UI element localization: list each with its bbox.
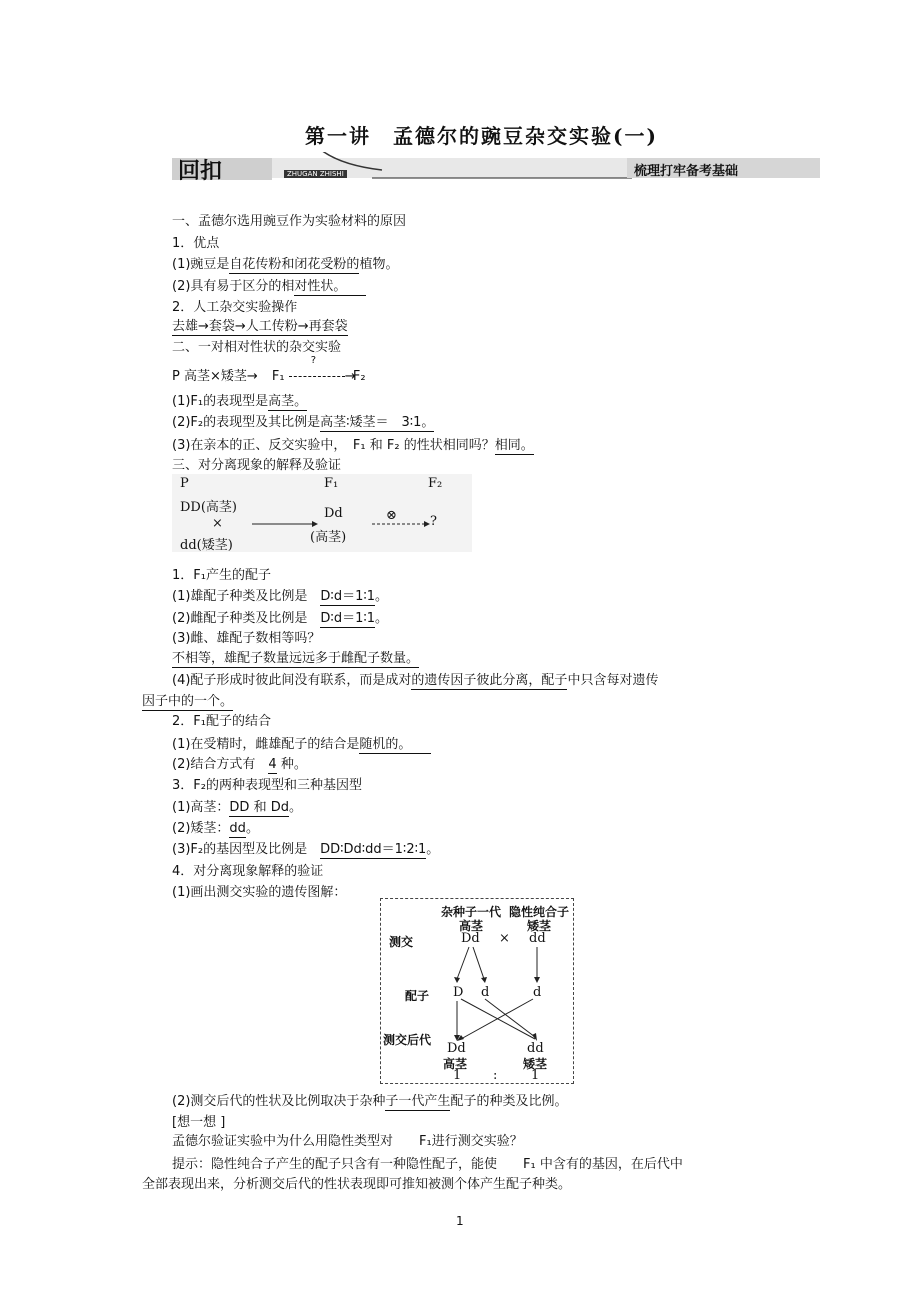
s1-2a: 去雄→套袋→人工传粉→再套袋 (172, 319, 348, 334)
tc-recessive: 隐性纯合子 (509, 905, 570, 919)
d1-f1-pheno: (高茎) (310, 530, 347, 545)
tc-offspring-tall: 高茎 (443, 1057, 468, 1071)
tc-dd-hybrid: Dd (461, 931, 480, 946)
section-banner (172, 152, 820, 182)
s1-1b: (2)具有易于区分的相对性状。 (172, 275, 366, 294)
tc-testcross-label: 测交 (389, 935, 414, 949)
s3-3c: (3)F₂的基因型及比例是 DD∶Dd∶dd＝1∶2∶1。 (172, 842, 440, 857)
tc-hybrid: 杂种子一代 (441, 905, 502, 919)
d1-f2: F₂ (428, 476, 443, 491)
d1-dd-tall: DD(高茎) (180, 500, 237, 515)
s2-cross: P 高茎×矮茎→ F₁ ? → F₂ (172, 355, 366, 384)
tc-offspring-label: 测交后代 (383, 1033, 432, 1047)
section-3-heading: 三、对分离现象的解释及验证 (172, 458, 342, 473)
s2-3: (3)在亲本的正、反交实验中， F₁ 和 F₂ 的性状相同吗？相同。 (172, 438, 534, 453)
s3-1a: (1)雄配子种类及比例是 D∶d＝1∶1。 (172, 589, 389, 604)
tc-short: 矮茎 (527, 919, 552, 933)
page-number: 1 (456, 1214, 464, 1228)
tc-offspring-dd: dd (527, 1041, 544, 1056)
s3-1b: (2)雌配子种类及比例是 D∶d＝1∶1。 (172, 611, 389, 626)
section-1-heading: 一、孟德尔选用豌豆作为实验材料的原因 (172, 214, 407, 229)
s1-1a: (1)豌豆是自花传粉和闭花受粉的植物。 (172, 257, 399, 272)
s3-2a: (1)在受精时，雌雄配子的结合是随机的。 (172, 733, 431, 752)
tc-times: × (499, 931, 510, 946)
s3-1c: (3)雌、雄配子数相等吗？ (172, 631, 321, 646)
tc-offspring-Dd: Dd (447, 1041, 466, 1056)
s3-1d-line2: 因子中的一个。 (142, 694, 234, 709)
s3-1: 1．F₁产生的配子 (172, 568, 271, 583)
s1-2: 2．人工杂交实验操作 (172, 300, 298, 315)
s3-3b: (2)矮茎：dd。 (172, 821, 259, 836)
tc-gamete-D: D (453, 985, 464, 1000)
banner-label: 回扣 (178, 158, 223, 184)
d1-q: ? (430, 514, 437, 529)
tc-ratio-1: 1 (453, 1068, 462, 1083)
d1-selfing: ⊗ (386, 508, 397, 523)
s2-1: (1)F₁的表现型是高茎。 (172, 394, 308, 409)
d1-p: P (180, 476, 189, 491)
d1-f1: F₁ (324, 476, 339, 491)
banner-sub: ZHUGAN ZHISHI (284, 170, 347, 178)
d1-times: × (212, 516, 223, 531)
tc-tall: 高茎 (459, 919, 484, 933)
banner-right: 梳理打牢备考基础 (634, 164, 739, 179)
think-heading: [想一想 ] (172, 1115, 226, 1130)
d1-f1-geno: Dd (324, 506, 343, 521)
think-answer-2: 全部表现出来，分析测交后代的性状表现即可推知被测个体产生配子种类。 (142, 1177, 572, 1192)
page-title: 第一讲 孟德尔的豌豆杂交实验(一) (305, 124, 658, 148)
s3-1c-ans: 不相等，雄配子数量远远多于雌配子数量。 (172, 651, 420, 666)
s2-2: (2)F₂的表现型及其比例是高茎∶矮茎＝ 3∶1。 (172, 415, 435, 430)
think-question: 孟德尔验证实验中为什么用隐性类型对 F₁进行测交实验？ (172, 1134, 523, 1149)
testcross-diagram (380, 898, 574, 1084)
tc-gamete-d2: d (533, 985, 542, 1000)
cross-diagram-1 (172, 474, 472, 552)
d1-dd-short: dd(矮茎) (180, 538, 233, 553)
s3-4b: (2)测交后代的性状及比例取决于杂种子一代产生配子的种类及比例。 (172, 1094, 568, 1109)
s3-2b: (2)结合方式有 4 种。 (172, 757, 307, 772)
tc-gamete-label: 配子 (405, 989, 430, 1003)
tc-offspring-short: 矮茎 (523, 1057, 548, 1071)
section-2-heading: 二、一对相对性状的杂交实验 (172, 340, 342, 355)
tc-gamete-d1: d (481, 985, 490, 1000)
s3-1d: (4)配子形成时彼此间没有联系，而是成对的遗传因子彼此分离，配子中只含每对遗传 (172, 673, 659, 688)
tc-ratio-colon: : (493, 1068, 498, 1083)
s3-3a: (1)高茎：DD 和 Dd。 (172, 800, 302, 815)
tc-ratio-2: 1 (531, 1068, 540, 1083)
s3-4a: (1)画出测交实验的遗传图解： (172, 885, 347, 900)
s1-1: 1．优点 (172, 236, 220, 251)
tc-dd-recessive: dd (529, 931, 546, 946)
think-answer-1: 提示：隐性纯合子产生的配子只含有一种隐性配子，能使 F₁ 中含有的基因，在后代中 (172, 1157, 683, 1172)
s3-3: 3．F₂的两种表现型和三种基因型 (172, 778, 362, 793)
s3-2: 2．F₁配子的结合 (172, 714, 271, 729)
s3-4: 4．对分离现象解释的验证 (172, 864, 324, 879)
